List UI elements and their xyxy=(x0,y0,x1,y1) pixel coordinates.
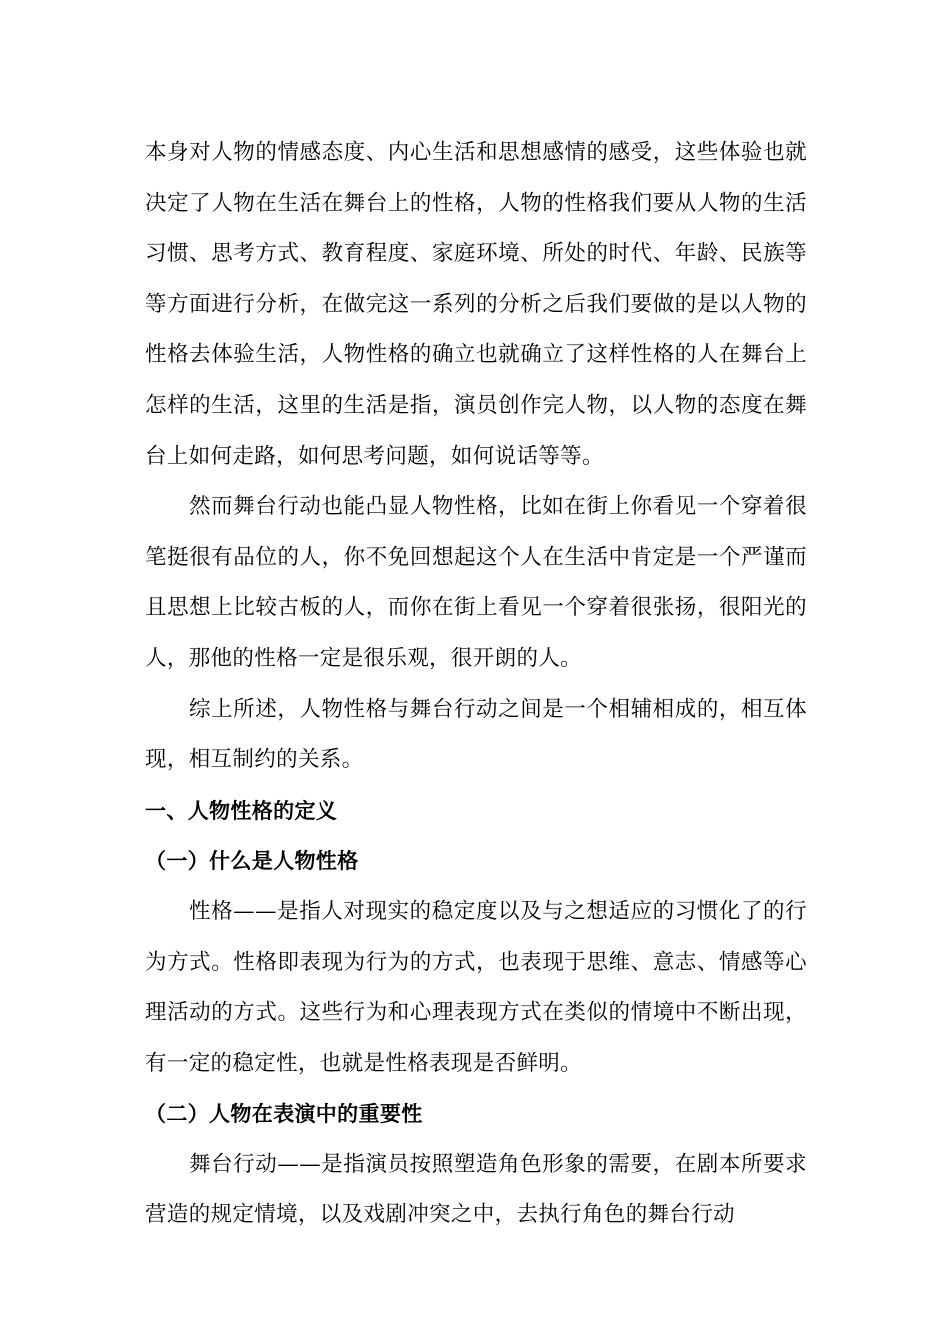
paragraph-character-experience: 本身对人物的情感态度、内心生活和思想感情的感受，这些体验也就决定了人物在生活在舞台上的性格，人物的性格我们要从人物的生活习惯、思考方式、教育程度、家庭环境、所处的时代、年龄、民族等等方面进行分析，在做完这一系列的分析之后我们要做的是以人物的性格去体验生活，人物性格的确立也就确立了这样性格的人在舞台上怎样的生活，这里的生活是指，演员创作完人物，以人物的态度在舞台上如何走路，如何思考问题，如何说话等等。 xyxy=(145,140,807,469)
paragraph-stage-action-reveals-character: 然而舞台行动也能凸显人物性格，比如在街上你看见一个穿着很笔挺很有品位的人，你不免回想起这个人在生活中肯定是一个严谨而且思想上比较古板的人，而你在街上看见一个穿着很张扬，很阳光的人，那他的性格一定是很乐观，很开朗的人。 xyxy=(145,494,807,671)
section-heading-definition: 一、人物性格的定义 xyxy=(145,798,338,823)
paragraph-character-definition: 性格——是指人对现实的稳定度以及与之想适应的习惯化了的行为方式。性格即表现为行为的方式，也表现于思维、意志、情感等心理活动的方式。这些行为和心理表现方式在类似的情境中不断出现，有一定的稳定性，也就是性格表现是否鲜明。 xyxy=(145,898,807,1076)
paragraph-summary: 综上所述，人物性格与舞台行动之间是一个相辅相成的，相互体现，相互制约的关系。 xyxy=(145,696,807,773)
subsection-heading-importance: （二）人物在表演中的重要性 xyxy=(145,1102,423,1127)
subsection-heading-what-is-character: （一）什么是人物性格 xyxy=(145,849,359,874)
paragraph-stage-action-definition: 舞台行动——是指演员按照塑造角色形象的需要，在剧本所要求营造的规定情境，以及戏剧冲突之中，去执行角色的舞台行动 xyxy=(145,1151,807,1228)
document-body xyxy=(145,128,807,1241)
